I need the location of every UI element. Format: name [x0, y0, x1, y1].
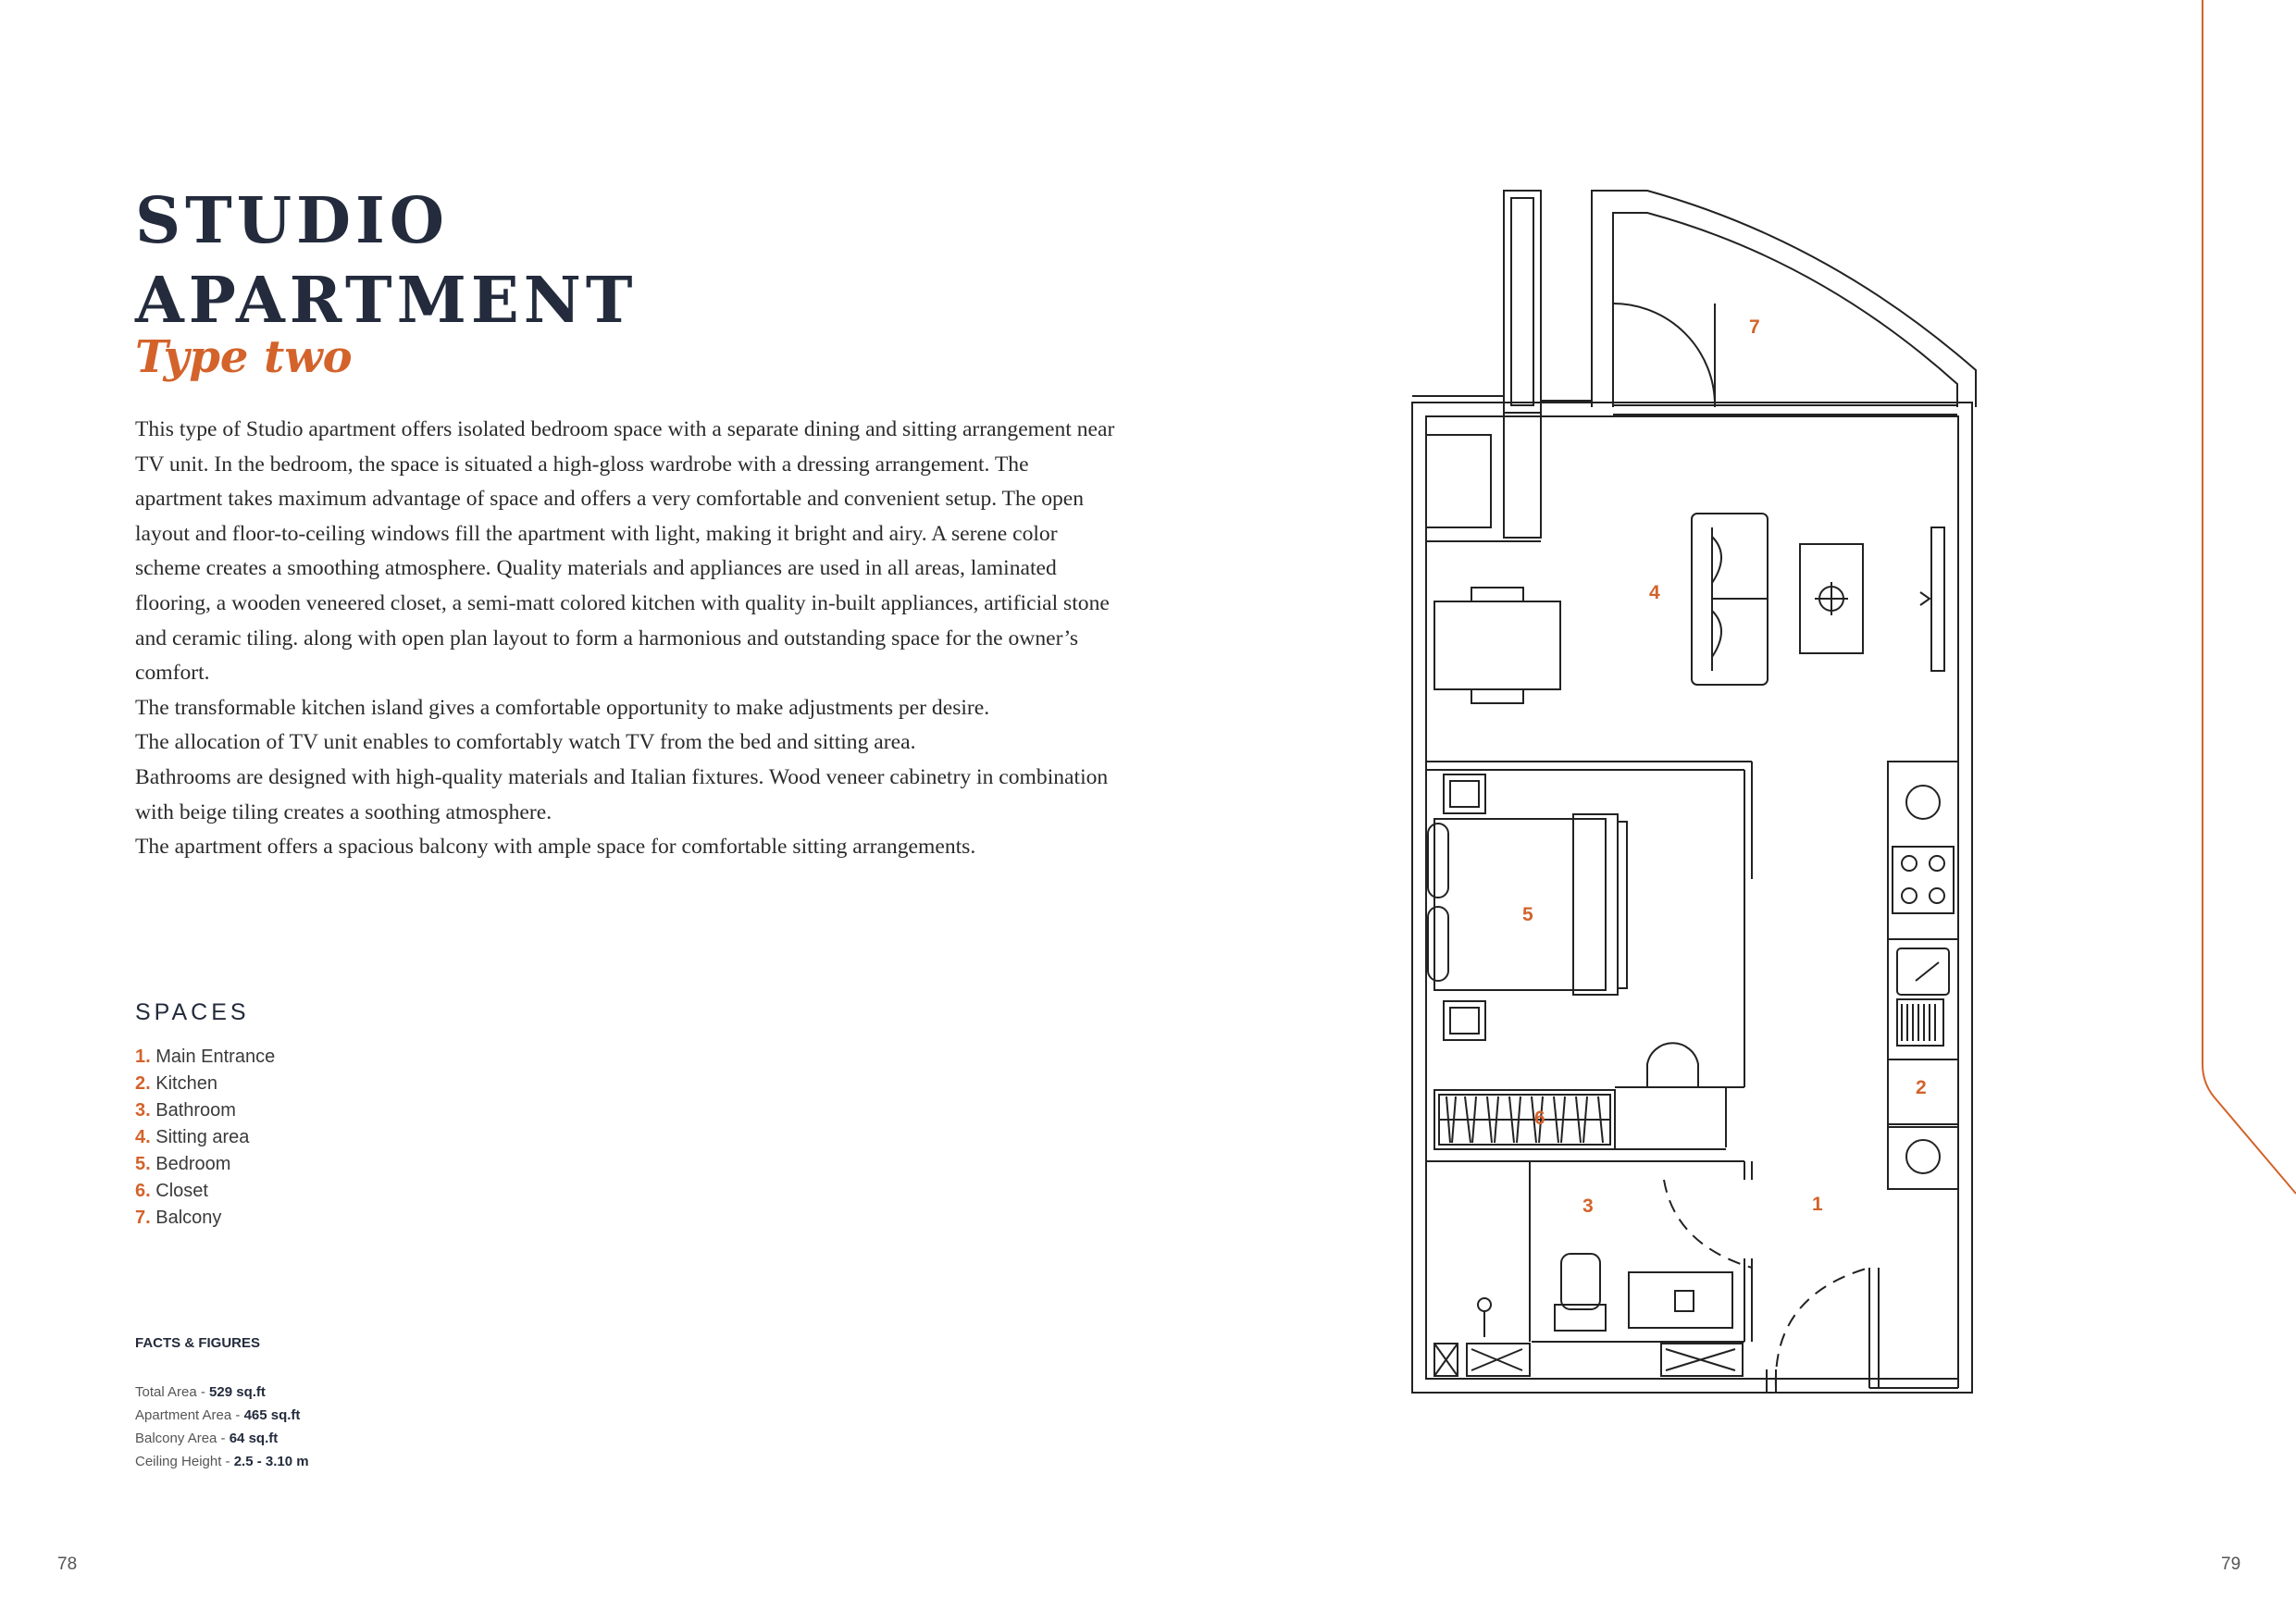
- fact-label: Balcony Area -: [135, 1431, 230, 1446]
- space-label: Bathroom: [155, 1100, 236, 1121]
- cabinet: [1426, 435, 1491, 527]
- facts-list: [135, 1381, 309, 1473]
- label-sitting-area: 4: [1649, 582, 1660, 603]
- fact-value: 529 sq.ft: [209, 1384, 266, 1400]
- page-title: [135, 181, 637, 341]
- fact-value: 465 sq.ft: [243, 1407, 301, 1423]
- description: [135, 413, 1116, 865]
- sofa: [1692, 514, 1768, 685]
- label-closet: 6: [1534, 1108, 1545, 1129]
- label-main-entrance: 1: [1812, 1194, 1823, 1215]
- column: [1504, 413, 1541, 538]
- title-line-1: STUDIO: [135, 184, 450, 258]
- list-item: [135, 1124, 275, 1151]
- space-number: 6.: [135, 1181, 151, 1201]
- kitchen: [1888, 762, 1958, 1189]
- page-number-right: 79: [2221, 1555, 2241, 1574]
- spaces-heading: SPACES: [135, 999, 250, 1025]
- fact-value: 2.5 - 3.10 m: [233, 1454, 309, 1469]
- title-line-2: APARTMENT: [135, 264, 638, 338]
- description-paragraph: Bathrooms are designed with high-quality materials and Italian fixtures. Wood veneer cabinetry in combination with beige tiling creates a soothing atmosphere.: [135, 764, 1109, 824]
- fact-value: 64 sq.ft: [229, 1431, 279, 1446]
- space-number: 4.: [135, 1127, 151, 1147]
- spaces-list: [135, 1044, 275, 1232]
- description-paragraph: The transformable kitchen island gives a comfortable opportunity to make adjustments per desire.: [135, 695, 990, 720]
- label-bedroom: 5: [1522, 904, 1533, 925]
- list-item: [135, 1044, 275, 1071]
- list-item: [135, 1178, 275, 1205]
- space-number: 2.: [135, 1073, 151, 1094]
- tv-unit: [1931, 527, 1944, 671]
- bathroom: [1426, 1161, 1752, 1342]
- decorative-border-line: [2193, 0, 2296, 1203]
- space-number: 3.: [135, 1100, 151, 1121]
- list-item: [135, 1071, 275, 1097]
- space-label: Sitting area: [155, 1127, 250, 1147]
- space-label: Main Entrance: [155, 1047, 276, 1067]
- space-label: Balcony: [155, 1208, 222, 1228]
- bedroom-walls: [1426, 762, 1752, 1087]
- entrance-door: [1767, 1203, 1958, 1393]
- chair: [1647, 1043, 1698, 1087]
- fact-label: Apartment Area -: [135, 1407, 244, 1423]
- floor-plan: [1402, 185, 1985, 1406]
- list-item: [135, 1404, 309, 1427]
- label-balcony: 7: [1749, 316, 1760, 338]
- fact-label: Total Area -: [135, 1384, 210, 1400]
- page-number-left: 78: [57, 1555, 78, 1574]
- closet: [1434, 1087, 1744, 1149]
- list-item: [135, 1381, 309, 1404]
- space-number: 7.: [135, 1208, 151, 1228]
- list-item: [135, 1205, 275, 1232]
- list-item: [135, 1097, 275, 1124]
- label-kitchen: 2: [1916, 1077, 1927, 1098]
- space-label: Closet: [155, 1181, 208, 1201]
- list-item: [135, 1427, 309, 1450]
- space-number: 1.: [135, 1047, 151, 1067]
- fact-label: Ceiling Height -: [135, 1454, 234, 1469]
- label-bathroom: 3: [1582, 1196, 1594, 1217]
- list-item: [135, 1151, 275, 1178]
- page-subtitle: Type two: [135, 331, 353, 383]
- bottom-cabinets: [1434, 1344, 1743, 1376]
- description-paragraph: The apartment offers a spacious balcony with ample space for comfortable sitting arrangements.: [135, 835, 976, 860]
- description-paragraph: The allocation of TV unit enables to comfortably watch TV from the bed and sitting area.: [135, 730, 916, 755]
- dining-table: [1434, 588, 1560, 703]
- space-number: 5.: [135, 1154, 151, 1174]
- balcony: [1412, 191, 1976, 415]
- list-item: [135, 1450, 309, 1473]
- space-label: Kitchen: [155, 1073, 217, 1094]
- space-label: Bedroom: [155, 1154, 231, 1174]
- facts-heading: FACTS & FIGURES: [135, 1335, 261, 1351]
- description-paragraph: This type of Studio apartment offers isolated bedroom space with a separate dining and sitting arrangement near TV unit. In the bedroom, the space is situated a high-gloss wardrobe with a dressing arrangement. The apartment takes maximum advantage of space and offers a very comfortable and convenient setup. The open layout and floor-to-ceiling windows fill the apartment with light, making it bright and airy. A serene color scheme creates a smoothing atmosphere. Quality materials and appliances are used in all areas, laminated flooring, a wooden veneered closet, a semi-matt colored kitchen with quality in-built appliances, artificial stone and ceramic tiling. along with open plan layout to form a harmonious and outstanding space for the owner’s comfort.: [135, 417, 1115, 686]
